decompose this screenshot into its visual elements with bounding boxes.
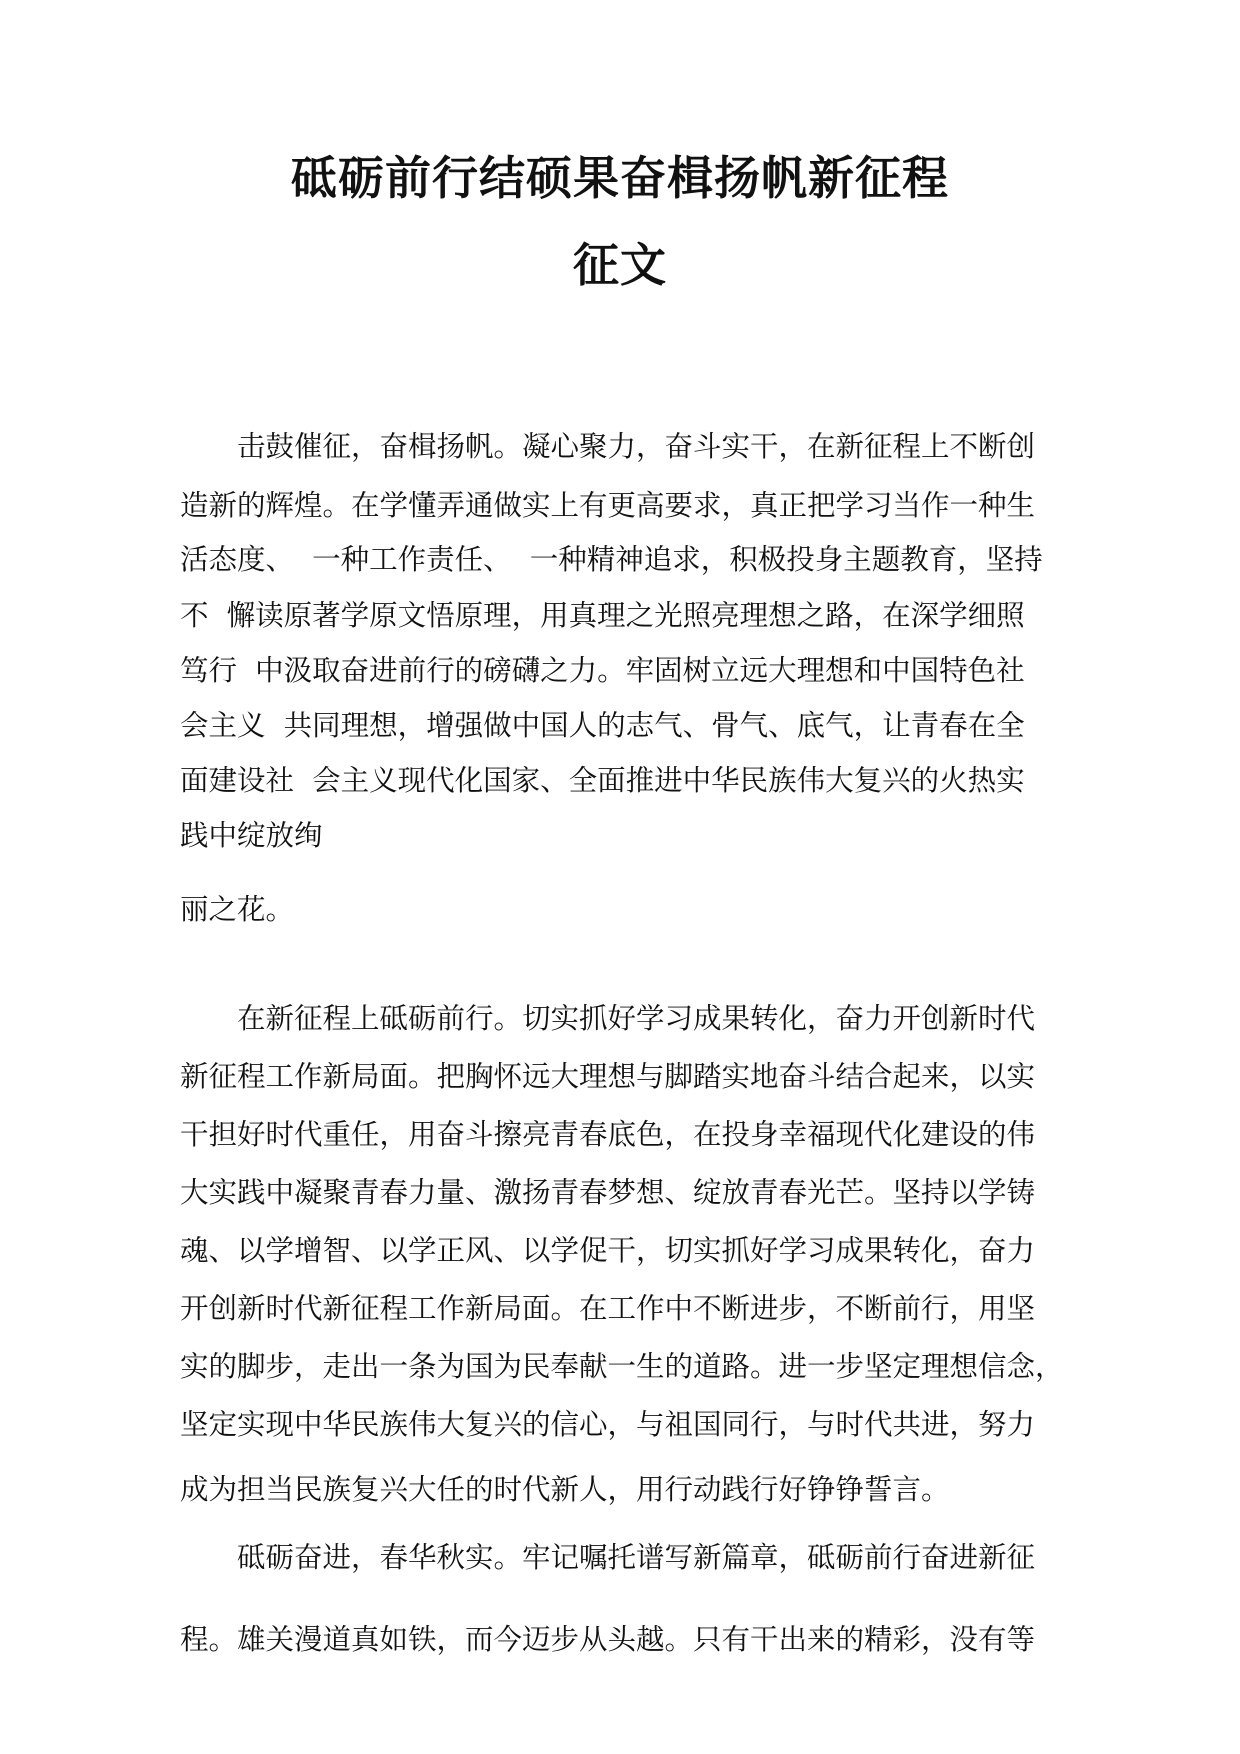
paragraph1-line: 击鼓催征，奋楫扬帆。凝心聚力，奋斗实干，在新征程上不断创 [237, 430, 1036, 463]
paragraph2-line: 干担好时代重任，用奋斗擦亮青春底色，在投身幸福现代化建设的伟 [180, 1118, 1036, 1151]
paragraph2-line: 在新征程上砥砺前行。切实抓好学习成果转化，奋力开创新时代 [237, 1002, 1036, 1035]
paragraph1-line: 会主义 共同理想，增强做中国人的志气、骨气、底气，让青春在全 [180, 709, 1025, 742]
paragraph2-line: 大实践中凝聚青春力量、激扬青春梦想、绽放青春光芒。坚持以学铸 [180, 1176, 1036, 1209]
paragraph1-tail: 丽之花。 [180, 893, 295, 926]
paragraph2-line: 实的脚步，走出一条为国为民奉献一生的道路。进一步坚定理想信念， [180, 1350, 1064, 1383]
paragraph1-line: 面建设社 会主义现代化国家、全面推进中华民族伟大复兴的火热实 [180, 764, 1025, 797]
paragraph1-line: 践中绽放绚 [180, 819, 323, 852]
document-subtitle: 征文 [573, 238, 667, 292]
paragraph3-line: 砥砺奋进，春华秋实。牢记嘱托谱写新篇章，砥砺前行奋进新征 [237, 1541, 1036, 1574]
paragraph1-line: 造新的辉煌。在学懂弄通做实上有更高要求，真正把学习当作一种生 [180, 489, 1036, 522]
paragraph2-line: 新征程工作新局面。把胸怀远大理想与脚踏实地奋斗结合起来，以实 [180, 1060, 1036, 1093]
paragraph1-line: 活态度、 一种工作责任、 一种精神追求，积极投身主题教育，坚持 [180, 543, 1043, 576]
document-title: 砥砺前行结硕果奋楫扬帆新征程 [291, 151, 949, 205]
paragraph2-line: 成为担当民族复兴大任的时代新人，用行动践行好铮铮誓言。 [180, 1473, 950, 1506]
paragraph2-line: 开创新时代新征程工作新局面。在工作中不断进步，不断前行，用坚 [180, 1292, 1036, 1325]
paragraph2-line: 坚定实现中华民族伟大复兴的信心，与祖国同行，与时代共进，努力 [180, 1408, 1036, 1441]
paragraph1-line: 笃行 中汲取奋进前行的磅礴之力。牢固树立远大理想和中国特色社 [180, 654, 1025, 687]
paragraph3-line: 程。雄关漫道真如铁，而今迈步从头越。只有干出来的精彩，没有等 [180, 1623, 1036, 1656]
paragraph1-line: 不 懈读原著学原文悟原理，用真理之光照亮理想之路，在深学细照 [180, 599, 1025, 632]
paragraph2-line: 魂、以学增智、以学正风、以学促干，切实抓好学习成果转化，奋力 [180, 1234, 1036, 1267]
